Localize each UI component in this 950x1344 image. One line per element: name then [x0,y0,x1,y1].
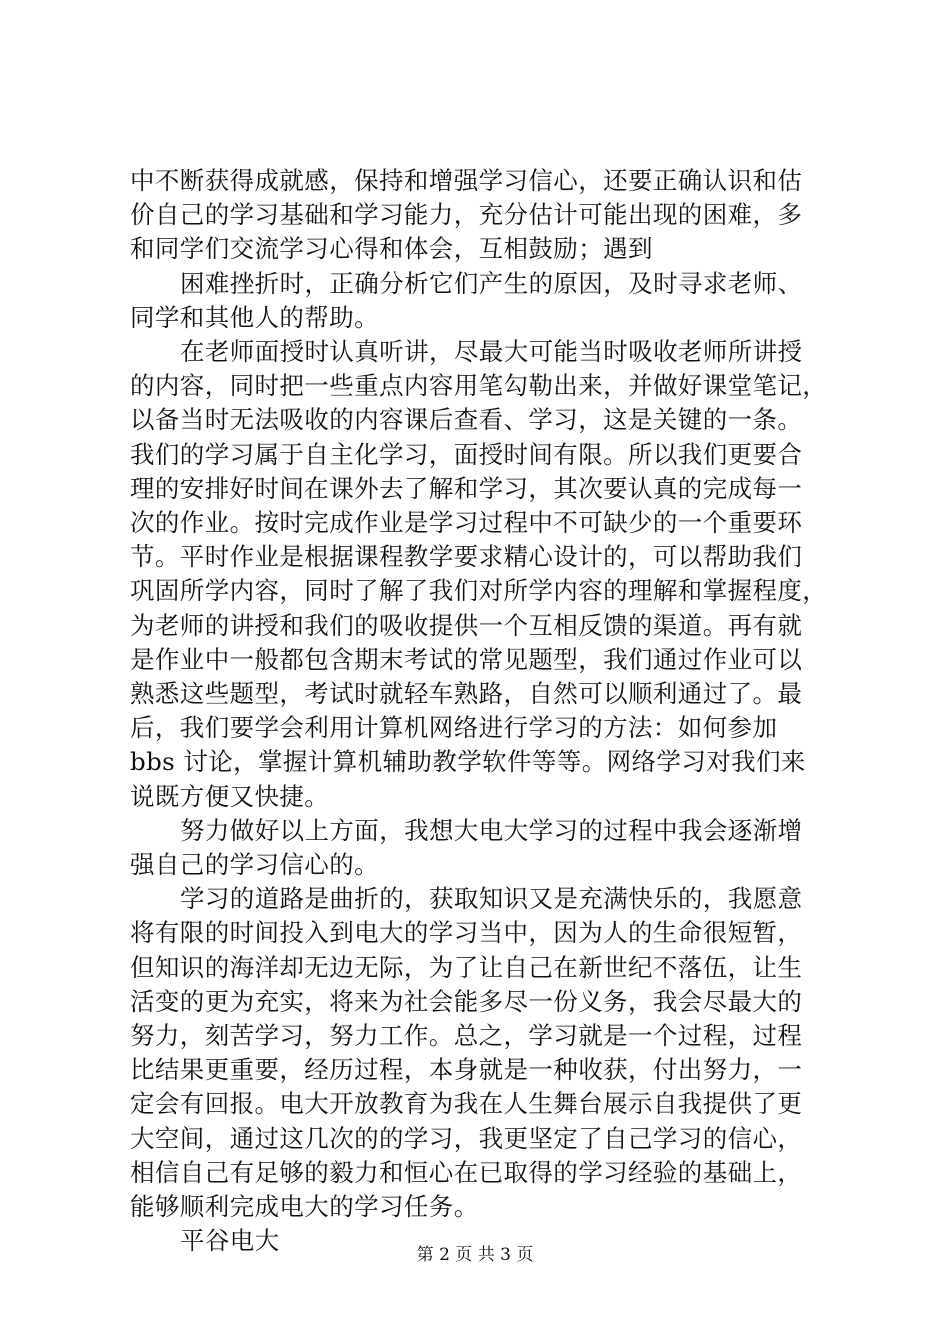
text-line: 价自己的学习基础和学习能力，充分估计可能出现的困难，多 [130,200,803,230]
text-line: 巩固所学内容，同时了解了我们对所学内容的理解和掌握程度， [130,576,828,606]
text-line: 熟悉这些题型，考试时就轻车熟路，自然可以顺利通过了。最 [130,679,803,708]
text-line: 强自己的学习信心的。 [130,850,379,879]
text-line: 中不断获得成就感，保持和增强学习信心，还要正确认识和估 [130,166,803,195]
text-line: 努力，刻苦学习，努力工作。总之，学习就是一个过程，过程 [130,1021,803,1050]
text-line: 努力做好以上方面，我想大电大学习的过程中我会逐渐增 [180,815,803,845]
text-line: 说既方便又快捷。 [130,781,330,811]
text-line: 是作业中一般都包含期末考试的常见题型，我们通过作业可以 [130,644,803,674]
text-line: 为老师的讲授和我们的吸收提供一个互相反馈的渠道。再有就 [130,610,803,640]
text-line: 后，我们要学会利用计算机网络进行学习的方法：如何参加 [130,713,778,743]
text-line: 比结果更重要，经历过程，本身就是一种收获，付出努力，一 [130,1055,803,1085]
text-line: 困难挫折时，正确分析它们产生的原因，及时寻求老师、 [180,268,803,298]
text-line: 定会有回报。电大开放教育为我在人生舞台展示自我提供了更 [130,1089,803,1119]
text-line: 学习的道路是曲折的，获取知识又是充满快乐的，我愿意 [180,884,803,914]
text-line: 的内容，同时把一些重点内容用笔勾勒出来，并做好课堂笔记， [130,371,828,401]
text-line: 次的作业。按时完成作业是学习过程中不可缺少的一个重要环 [130,508,803,537]
text-line: 理的安排好时间在课外去了解和学习，其次要认真的完成每一 [130,473,803,503]
text-line: 活变的更为充实，将来为社会能多尽一份义务，我会尽最大的 [130,986,803,1016]
page-number-footer: 第 2 页 共 3 页 [416,1245,534,1265]
text-line: 和同学们交流学习心得和体会，互相鼓励；遇到 [130,234,653,264]
text-line: 相信自己有足够的毅力和恒心在已取得的学习经验的基础上， [130,1157,803,1187]
text-line: 以备当时无法吸收的内容课后查看、学习，这是关键的一条。 [130,405,803,435]
text-line: 在老师面授时认真听讲，尽最大可能当时吸收老师所讲授 [180,337,803,366]
text-line: 能够顺利完成电大的学习任务。 [130,1192,479,1221]
signature-line: 平谷电大 [180,1226,280,1256]
text-line: 节。平时作业是根据课程教学要求精心设计的，可以帮助我们 [130,542,803,572]
text-line: 我们的学习属于自主化学习，面授时间有限。所以我们更要合 [130,439,803,469]
text-line: 但知识的海洋却无边无际，为了让自己在新世纪不落伍，让生 [130,952,803,982]
text-line: 将有限的时间投入到电大的学习当中，因为人的生命很短暂， [130,918,803,948]
text-line: 同学和其他人的帮助。 [130,302,379,332]
text-line: bbs 讨论，掌握计算机辅助教学软件等等。网络学习对我们来 [130,747,806,777]
text-line: 大空间，通过这几次的的学习，我更坚定了自己学习的信心， [130,1123,803,1153]
